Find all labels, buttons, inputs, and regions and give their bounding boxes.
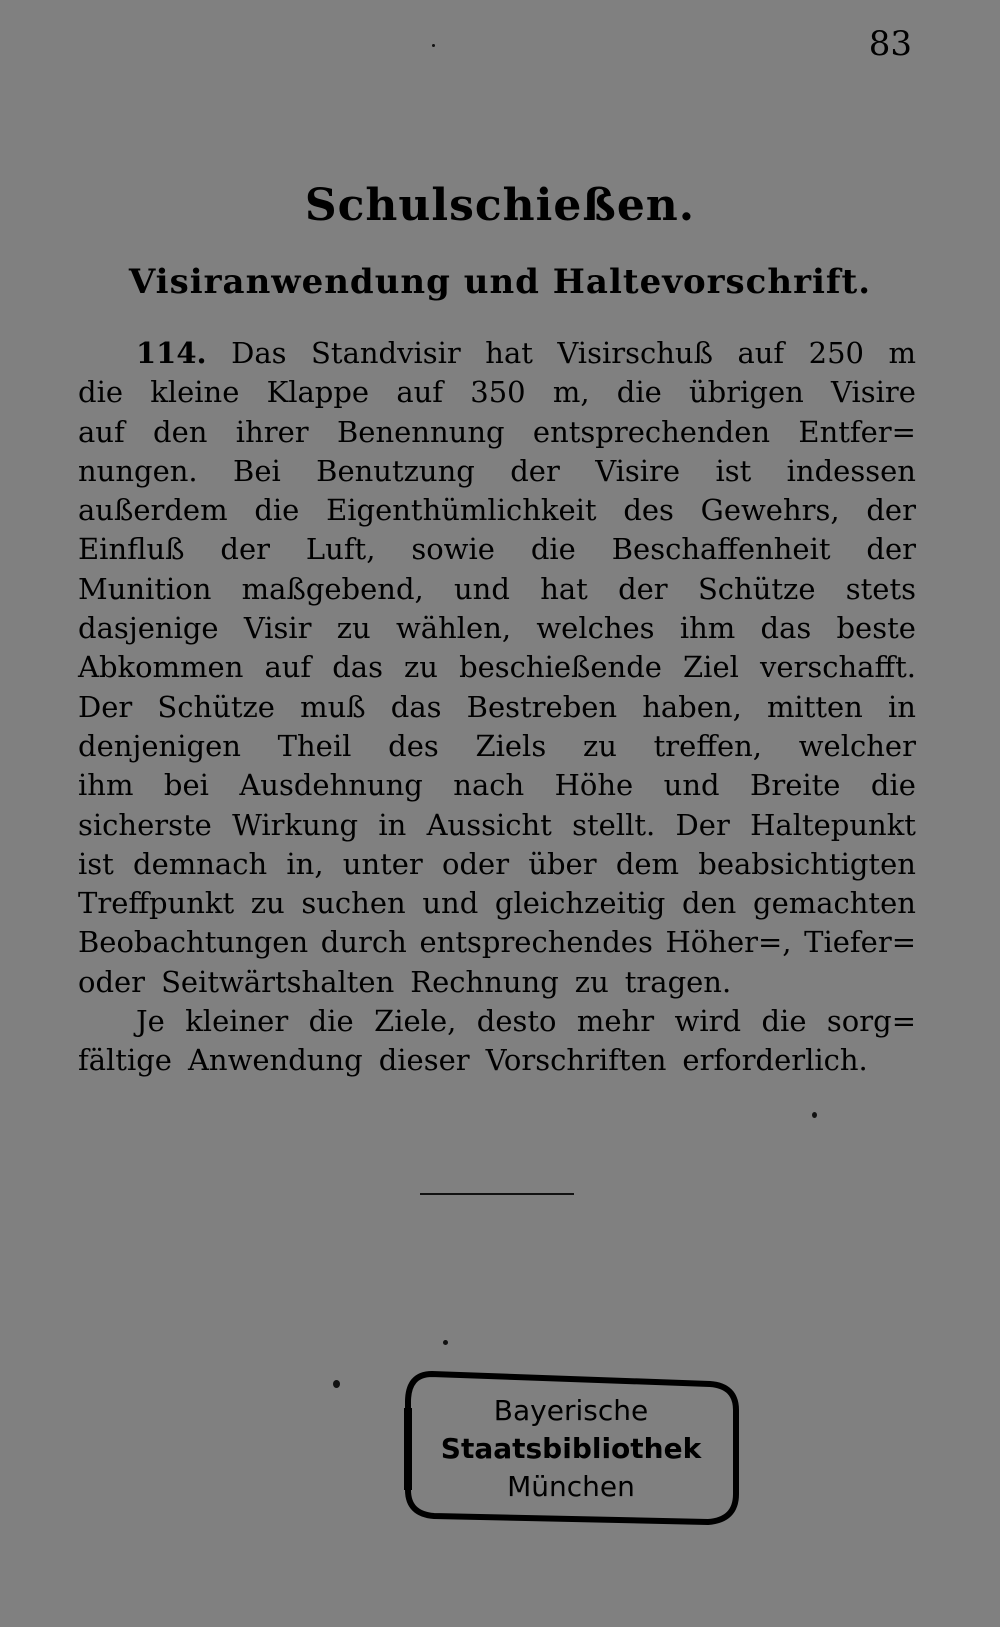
text-line: Der Schütze muß das Bestreben haben, mitten in: [78, 689, 916, 724]
text-line: Je kleiner die Ziele, desto mehr wird die sorg=: [136, 1004, 916, 1039]
text-line: auf den ihrer Benennung entsprechenden Entfer=: [78, 414, 916, 449]
speck-dot: [812, 1112, 817, 1118]
text-line: die kleine Klappe auf 350 m, die übrigen Visire: [78, 375, 916, 410]
library-stamp: [402, 1370, 740, 1528]
text-line: oder Seitwärtshalten Rechnung zu tragen.: [78, 964, 732, 999]
stamp-line-1: Bayerische: [493, 1394, 649, 1427]
text-line: fältige Anwendung dieser Vorschriften erforderlich.: [78, 1043, 868, 1078]
text-line: sicherste Wirkung in Aussicht stellt. Der Haltepunkt: [78, 807, 916, 842]
text-line: nungen. Bei Benutzung der Visire ist indessen: [78, 453, 916, 488]
text-line: Treffpunkt zu suchen und gleichzeitig den gemachten: [78, 886, 916, 921]
text-line: außerdem die Eigenthümlichkeit des Gewehrs, der: [78, 493, 916, 528]
text-line: Einfluß der Luft, sowie die Beschaffenheit der: [78, 532, 916, 567]
speck-dot: [333, 1380, 340, 1388]
paragraph-number: 114.: [136, 336, 207, 370]
body-text: [78, 334, 916, 1081]
text-line: Abkommen auf das zu beschießende Ziel verschafft.: [78, 650, 916, 685]
text-line: dasjenige Visir zu wählen, welches ihm das beste: [78, 611, 916, 646]
stamp-line-2: Staatsbibliothek: [440, 1432, 702, 1465]
section-subtitle: Visiranwendung und Haltevorschrift.: [128, 262, 872, 302]
text-line: Beobachtungen durch entsprechendes Höher=, Tiefer=: [78, 925, 916, 960]
text-line: ist demnach in, unter oder über dem beabsichtigten: [78, 846, 916, 881]
stamp-line-3: München: [507, 1470, 635, 1503]
text-line: Munition maßgebend, und hat der Schütze stets: [78, 571, 916, 606]
speck-dot: [443, 1340, 448, 1345]
text-line: denjenigen Theil des Ziels zu treffen, welcher: [78, 728, 916, 763]
divider-rule: [420, 1193, 574, 1195]
text-line: 114. Das Standvisir hat Visirschuß auf 250 m: [78, 334, 916, 373]
page-title: Schulschießen.: [304, 180, 696, 231]
speck-dot: [432, 44, 435, 47]
page-number: 83: [868, 24, 912, 64]
text-line: ihm bei Ausdehnung nach Höhe und Breite die: [78, 768, 916, 803]
